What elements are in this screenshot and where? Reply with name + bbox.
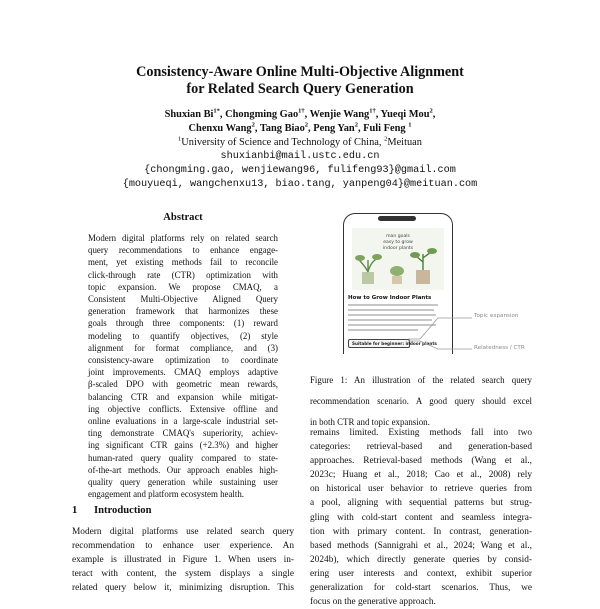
- introduction-line: recommendation to enhance user experience. An: [72, 541, 294, 552]
- annotation-arrows: [390, 300, 540, 360]
- illustration-text: man goals: [386, 234, 410, 239]
- abstract-line: ment, yet existing methods fail to reconcile: [88, 257, 278, 268]
- abstract-line: goals through three components: (1) reward: [88, 318, 278, 329]
- abstract-line: joint improvements. CMAQ employs adaptive: [88, 367, 278, 378]
- right-column-body: [310, 426, 532, 609]
- body-line: generalization for cold-start scenarios. Thus, we: [310, 583, 532, 594]
- affil-mark: 1: [178, 135, 182, 143]
- author-mark: 2: [429, 107, 433, 115]
- author-name: , Yueqi Mou: [375, 109, 430, 120]
- body-line: gling with cold-start content and seamless integra-: [310, 512, 532, 523]
- abstract-line: ting demonstrate CMAQ's superiority, achiev-: [88, 428, 278, 439]
- body-line: tion with primary content. In contrast, generation-: [310, 526, 532, 537]
- author-name: , Fuli Feng: [357, 123, 409, 134]
- abstract-line: alignment for format compliance, and (3): [88, 342, 278, 353]
- abstract-line: generation framework that harmonizes these: [88, 306, 278, 317]
- body-line: on historical user behavior to retrieve queries from: [310, 484, 532, 495]
- abstract-heading: Abstract: [163, 212, 203, 223]
- introduction-line: example is illustrated in Figure 1. When users in-: [72, 555, 294, 566]
- email-line3: {mouyueqi, wangchenxu13, biao.tang, yanpeng04}@meituan.com: [122, 179, 478, 190]
- body-line: 2024b), which directly generate queries by consid-: [310, 554, 532, 565]
- abstract-body: [88, 232, 278, 500]
- author-name: Chenxu Wang: [188, 123, 252, 134]
- abstract-line: topic expansion. We propose CMAQ, a: [88, 281, 278, 292]
- section-title: Introduction: [94, 505, 152, 516]
- plant-illustration: [352, 228, 444, 290]
- author-mark: 2: [354, 121, 358, 129]
- author-name: , Tang Biao: [254, 123, 305, 134]
- body-line: remains limited. Existing methods fall into two: [310, 428, 532, 438]
- abstract-line: consistency-aware optimization to coordinate: [88, 355, 278, 366]
- abstract-line: Consistent Multi-Objective Aligned Query: [88, 294, 278, 305]
- affil-name: University of Science and Technology of China,: [181, 137, 385, 148]
- abstract-line: ing objective conflicts. Extensive offline and: [88, 403, 278, 414]
- author-sep: ,: [432, 109, 436, 120]
- abstract-line: online evaluations in a large-scale industrial set-: [88, 416, 278, 427]
- body-line: focus on the generative approach.: [310, 597, 436, 608]
- related-query-text: Suitable for beginner: indoor plants: [352, 341, 437, 346]
- annotation-topic-expansion: Topic expansion: [474, 313, 519, 319]
- paper-title-line1: Consistency-Aware Online Multi-Objective Alignment: [136, 64, 464, 80]
- caption-line: recommendation scenario. A good query should excel: [310, 395, 532, 406]
- introduction-line: Modern digital platforms use related search query: [72, 527, 294, 537]
- abstract-line: of-the-art methods. Our approach enables high-: [88, 464, 278, 475]
- authors-line2: [0, 122, 600, 135]
- section-heading-introduction: [72, 505, 292, 516]
- abstract-line: quality query generation while sustaining user: [88, 477, 278, 488]
- abstract-line: β-scaled DPO with geometric mean rewards,: [88, 379, 278, 390]
- caption-line: in both CTR and topic expansion.: [310, 417, 430, 428]
- authors-line1: [0, 108, 600, 121]
- introduction-line: related query below it, minimizing disruption. This: [72, 583, 294, 594]
- affiliation: [0, 136, 600, 149]
- abstract-line: human-rated query quality compared to state-: [88, 452, 278, 463]
- abstract-line: query recommendations to enhance engage-: [88, 245, 278, 256]
- abstract-line: balancing CTR and expansion while mitigat-: [88, 391, 278, 402]
- introduction-line: teract with content, the system displays a single: [72, 569, 294, 580]
- author-name: , Peng Yan: [308, 123, 355, 134]
- abstract-line: ing significant CTR gains (+2.3%) and higher: [88, 440, 278, 451]
- introduction-body: [72, 525, 294, 595]
- author-name: Shuxian Bi: [164, 109, 214, 120]
- affil-name: Meituan: [387, 137, 422, 148]
- body-line: 2023c; Huang et al., 2018; Cao et al., 2008) rely: [310, 470, 532, 481]
- article-title: How to Grow Indoor Plants: [348, 295, 432, 301]
- illustration-text: indoor plants: [382, 246, 414, 251]
- plant-icon: [352, 228, 444, 290]
- author-name: , Chongming Gao: [219, 109, 299, 120]
- email-line1: shuxianbi@mail.ustc.edu.cn: [220, 151, 380, 162]
- body-line: ering user interests and context, exhibit superior: [310, 568, 532, 579]
- annotation-relatedness-ctr: Relatedness / CTR: [474, 345, 525, 351]
- email-line2: {chongming.gao, wenjiewang96, fulifeng93}@gmail.com: [144, 165, 456, 176]
- illustration-text: easy to grow: [383, 240, 413, 245]
- caption-line: Figure 1: An illustration of the related search query: [310, 374, 532, 385]
- body-line: categories: retrieval-based and generation-based: [310, 442, 532, 453]
- affil-mark: 2: [384, 135, 388, 143]
- author-mark: 2: [304, 121, 309, 129]
- author-mark: 1*: [213, 107, 220, 115]
- author-mark: 1†: [298, 107, 305, 115]
- abstract-line: Modern digital platforms rely on related search: [88, 233, 278, 243]
- body-line: approaches. Retrieval-based methods (Wang et al.,: [310, 456, 532, 467]
- abstract-line: click-through rate (CTR) optimization with: [88, 269, 278, 280]
- abstract-line: engagement and platform ecosystem health.: [88, 489, 244, 500]
- paper-title-line2: for Related Search Query Generation: [186, 81, 414, 97]
- section-number: 1: [72, 505, 78, 516]
- body-line: based methods (Sannigrahi et al., 2024; Wang et al.,: [310, 540, 532, 551]
- body-line: a pool, aligning with sequential patterns but strug-: [310, 498, 532, 509]
- phone-notch: [378, 216, 416, 221]
- author-mark: 1: [408, 121, 412, 129]
- author-name: , Wenjie Wang: [304, 109, 370, 120]
- author-mark: 1†: [369, 107, 376, 115]
- author-mark: 2: [251, 121, 255, 129]
- abstract-line: modeling to quantify objectives, (2) style: [88, 330, 278, 341]
